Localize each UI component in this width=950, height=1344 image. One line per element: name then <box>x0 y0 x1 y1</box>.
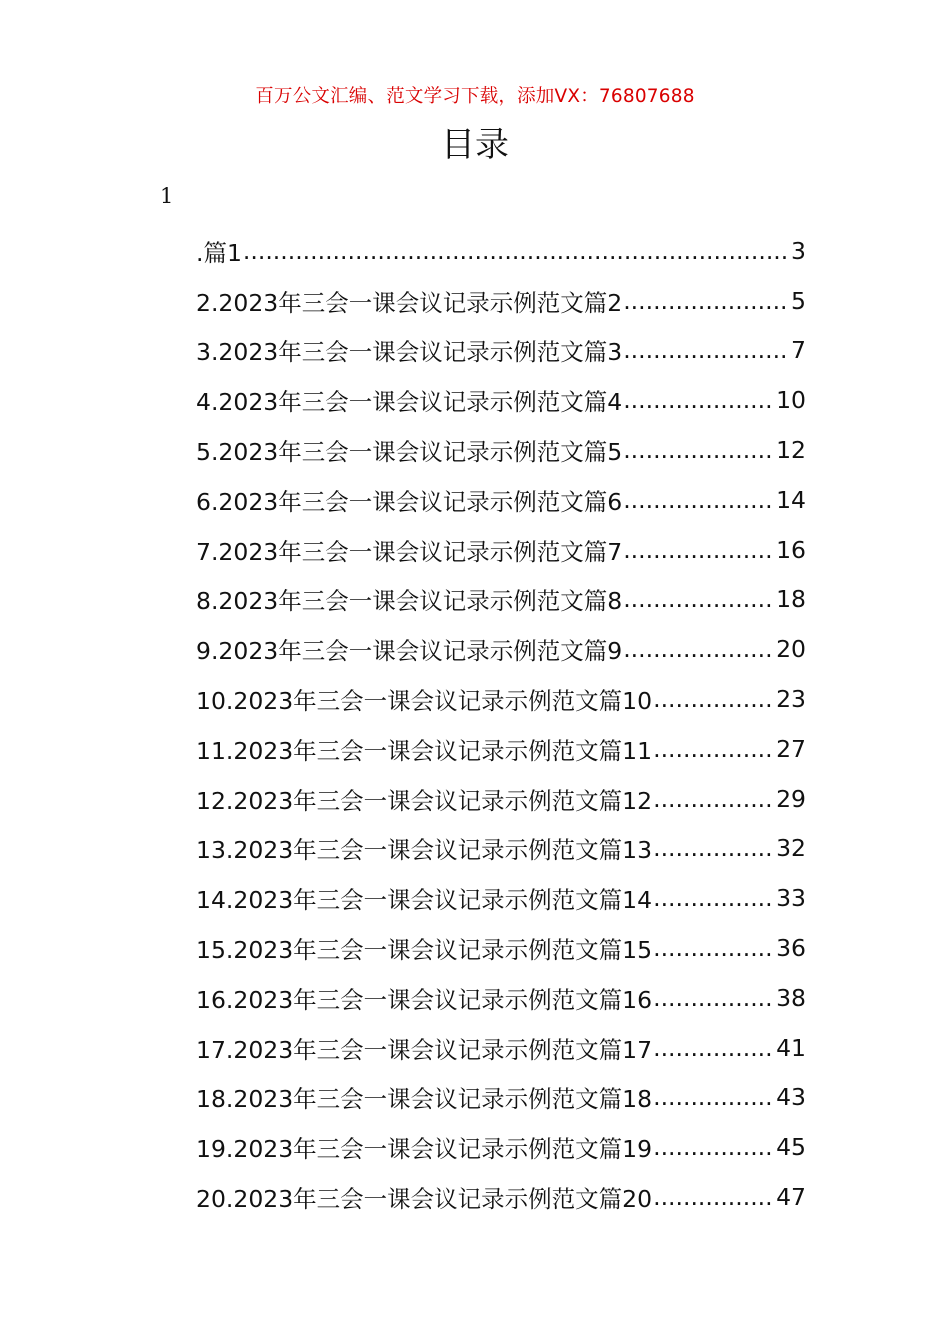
toc-page-number: 14 <box>776 485 806 514</box>
toc-leader-dots <box>623 536 775 564</box>
toc-entry-title: 11.2023年三会一课会议记录示例范文篇11 <box>196 736 653 765</box>
toc-leader-dots <box>653 785 775 813</box>
toc-page-number: 47 <box>776 1183 806 1212</box>
toc-entry-title: 17.2023年三会一课会议记录示例范文篇17 <box>196 1035 653 1064</box>
toc-page-number: 43 <box>776 1083 806 1112</box>
toc-entry[interactable] <box>196 525 806 575</box>
toc-page-number: 3 <box>791 236 806 265</box>
toc-leader-dots <box>623 336 790 364</box>
toc-entry[interactable] <box>196 1023 806 1073</box>
toc-entry-title: 7.2023年三会一课会议记录示例范文篇7 <box>196 537 623 566</box>
toc-entry[interactable] <box>196 226 806 276</box>
toc-entry[interactable] <box>196 425 806 475</box>
toc-entry[interactable] <box>196 973 806 1023</box>
toc-entry-title: 9.2023年三会一课会议记录示例范文篇9 <box>196 637 623 666</box>
toc-entry-title: 10.2023年三会一课会议记录示例范文篇10 <box>196 687 653 716</box>
toc-leader-dots <box>653 1034 775 1062</box>
table-of-contents <box>196 226 806 1222</box>
toc-entry-title: 4.2023年三会一课会议记录示例范文篇4 <box>196 388 623 417</box>
toc-page-number: 10 <box>776 386 806 415</box>
toc-leader-dots <box>653 1083 775 1111</box>
toc-page-number: 32 <box>776 834 806 863</box>
toc-page-number: 5 <box>791 286 806 315</box>
page-title: 目录 <box>441 125 509 165</box>
toc-leader-dots <box>623 287 790 315</box>
toc-page-number: 20 <box>776 635 806 664</box>
toc-entry[interactable] <box>196 326 806 376</box>
toc-leader-dots <box>653 1183 775 1211</box>
toc-leader-dots <box>653 1133 775 1161</box>
toc-entry[interactable] <box>196 774 806 824</box>
toc-entry-title: 5.2023年三会一课会议记录示例范文篇5 <box>196 438 623 467</box>
toc-leader-dots <box>653 735 775 763</box>
toc-leader-dots <box>623 585 775 613</box>
toc-leader-dots <box>653 834 775 862</box>
toc-page-number: 45 <box>776 1133 806 1162</box>
toc-leader-dots <box>623 386 775 414</box>
toc-page-number: 23 <box>776 685 806 714</box>
toc-page-number: 27 <box>776 734 806 763</box>
toc-entry[interactable] <box>196 1172 806 1222</box>
toc-entry[interactable] <box>196 724 806 774</box>
toc-leader-dots <box>623 635 775 663</box>
toc-page-number: 38 <box>776 983 806 1012</box>
toc-entry-title: 13.2023年三会一课会议记录示例范文篇13 <box>196 836 653 865</box>
toc-entry-title: 14.2023年三会一课会议记录示例范文篇14 <box>196 886 653 915</box>
toc-page-number: 16 <box>776 535 806 564</box>
toc-entry-title: 8.2023年三会一课会议记录示例范文篇8 <box>196 587 623 616</box>
toc-entry[interactable] <box>196 475 806 525</box>
toc-entry[interactable] <box>196 674 806 724</box>
toc-entry[interactable] <box>196 873 806 923</box>
toc-entry[interactable] <box>196 923 806 973</box>
toc-page-number: 33 <box>776 884 806 913</box>
toc-page-number: 29 <box>776 784 806 813</box>
toc-leader-dots <box>653 884 775 912</box>
toc-entry-title: .篇1 <box>196 238 242 267</box>
toc-entry-title: 16.2023年三会一课会议记录示例范文篇16 <box>196 985 653 1014</box>
toc-page-number: 12 <box>776 436 806 465</box>
toc-leader-dots <box>653 934 775 962</box>
toc-entry[interactable] <box>196 624 806 674</box>
toc-entry-title: 6.2023年三会一课会议记录示例范文篇6 <box>196 487 623 516</box>
toc-page-number: 36 <box>776 934 806 963</box>
toc-leader-dots <box>623 486 775 514</box>
toc-entry[interactable] <box>196 1122 806 1172</box>
toc-entry[interactable] <box>196 824 806 874</box>
toc-leader-dots <box>243 237 790 265</box>
toc-entry-title: 2.2023年三会一课会议记录示例范文篇2 <box>196 288 623 317</box>
toc-entry-title: 18.2023年三会一课会议记录示例范文篇18 <box>196 1085 653 1114</box>
toc-entry-title: 19.2023年三会一课会议记录示例范文篇19 <box>196 1135 653 1164</box>
toc-entry-title: 20.2023年三会一课会议记录示例范文篇20 <box>196 1185 653 1214</box>
toc-entry[interactable] <box>196 1073 806 1123</box>
toc-page-number: 41 <box>776 1033 806 1062</box>
page-marker: 1 <box>160 184 174 208</box>
toc-page-number: 7 <box>791 336 806 365</box>
toc-leader-dots <box>623 436 775 464</box>
toc-page-number: 18 <box>776 585 806 614</box>
toc-entry-title: 12.2023年三会一课会议记录示例范文篇12 <box>196 786 653 815</box>
toc-entry[interactable] <box>196 375 806 425</box>
toc-entry[interactable] <box>196 575 806 625</box>
toc-leader-dots <box>653 984 775 1012</box>
toc-entry[interactable] <box>196 276 806 326</box>
toc-entry-title: 3.2023年三会一课会议记录示例范文篇3 <box>196 338 623 367</box>
promo-header: 百万公文汇编、范文学习下载，添加VX：76807688 <box>255 86 695 107</box>
toc-leader-dots <box>653 685 775 713</box>
toc-entry-title: 15.2023年三会一课会议记录示例范文篇15 <box>196 936 653 965</box>
